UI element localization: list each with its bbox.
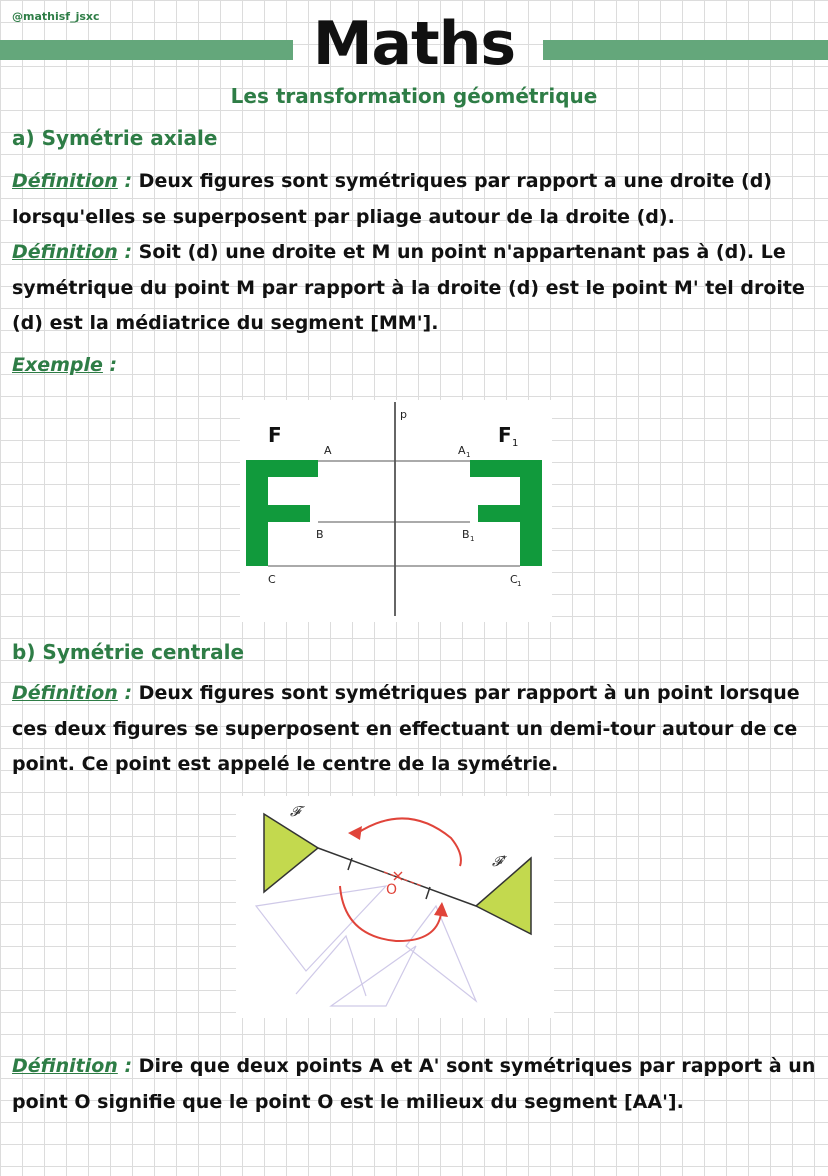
definition-4 [12, 1049, 816, 1120]
definition-text: Soit (d) une droite et M un point n'appartenant pas à (d). Le symétrique du point M par rapport à la droite (d) est le point M' tel droite (d) est la médiatrice du segment [MM']. [12, 241, 805, 334]
section-a-heading: a) Symétrie axiale [12, 126, 218, 150]
central-symmetry-figure [236, 796, 554, 1018]
label-F: F [268, 423, 282, 447]
label-C1-sub: 1 [517, 580, 522, 588]
label-C: C [268, 573, 276, 586]
example-heading [12, 348, 816, 384]
definition-2 [12, 235, 816, 342]
axial-symmetry-figure [240, 400, 552, 622]
definition-label: Définition : [12, 170, 133, 192]
label-F1-sub: 1 [512, 438, 519, 449]
label-B1-sub: 1 [470, 535, 475, 543]
label-F1: F [498, 423, 512, 447]
label-A1: A [458, 444, 466, 457]
definition-text: Dire que deux points A et A' sont symétriques par rapport à un point O signifie que le point O est le milieux du segment [AA']. [12, 1055, 816, 1113]
label-A: A [324, 444, 332, 457]
label-F-prime: 𝓕' [492, 854, 507, 870]
label-B1: B [462, 528, 470, 541]
label-p: p [400, 408, 407, 421]
label-A1-sub: 1 [466, 451, 471, 459]
label-B: B [316, 528, 324, 541]
page-subtitle: Les transformation géométrique [230, 84, 598, 108]
definition-text: Deux figures sont symétriques par rapport a une droite (d) lorsqu'elles se superposent par pliage autour de la droite (d). [12, 170, 772, 228]
page-title: Maths [312, 9, 516, 79]
label-F: 𝓕 [290, 804, 301, 820]
definition-1 [12, 164, 816, 235]
label-O: O [386, 882, 398, 898]
example-label: Exemple : [12, 354, 118, 376]
definition-3 [12, 676, 816, 783]
section-b-heading: b) Symétrie centrale [12, 640, 245, 664]
label-C1: C [510, 573, 518, 586]
author-handle: @mathisf_jsxc [12, 10, 100, 23]
definition-label: Définition : [12, 682, 133, 704]
definition-label: Définition : [12, 1055, 133, 1077]
definition-label: Définition : [12, 241, 133, 263]
definition-text: Deux figures sont symétriques par rapport à un point lorsque ces deux figures se superposent en effectuant un demi-tour autour de ce point. Ce point est appelé le centre de la symétrie. [12, 682, 800, 775]
